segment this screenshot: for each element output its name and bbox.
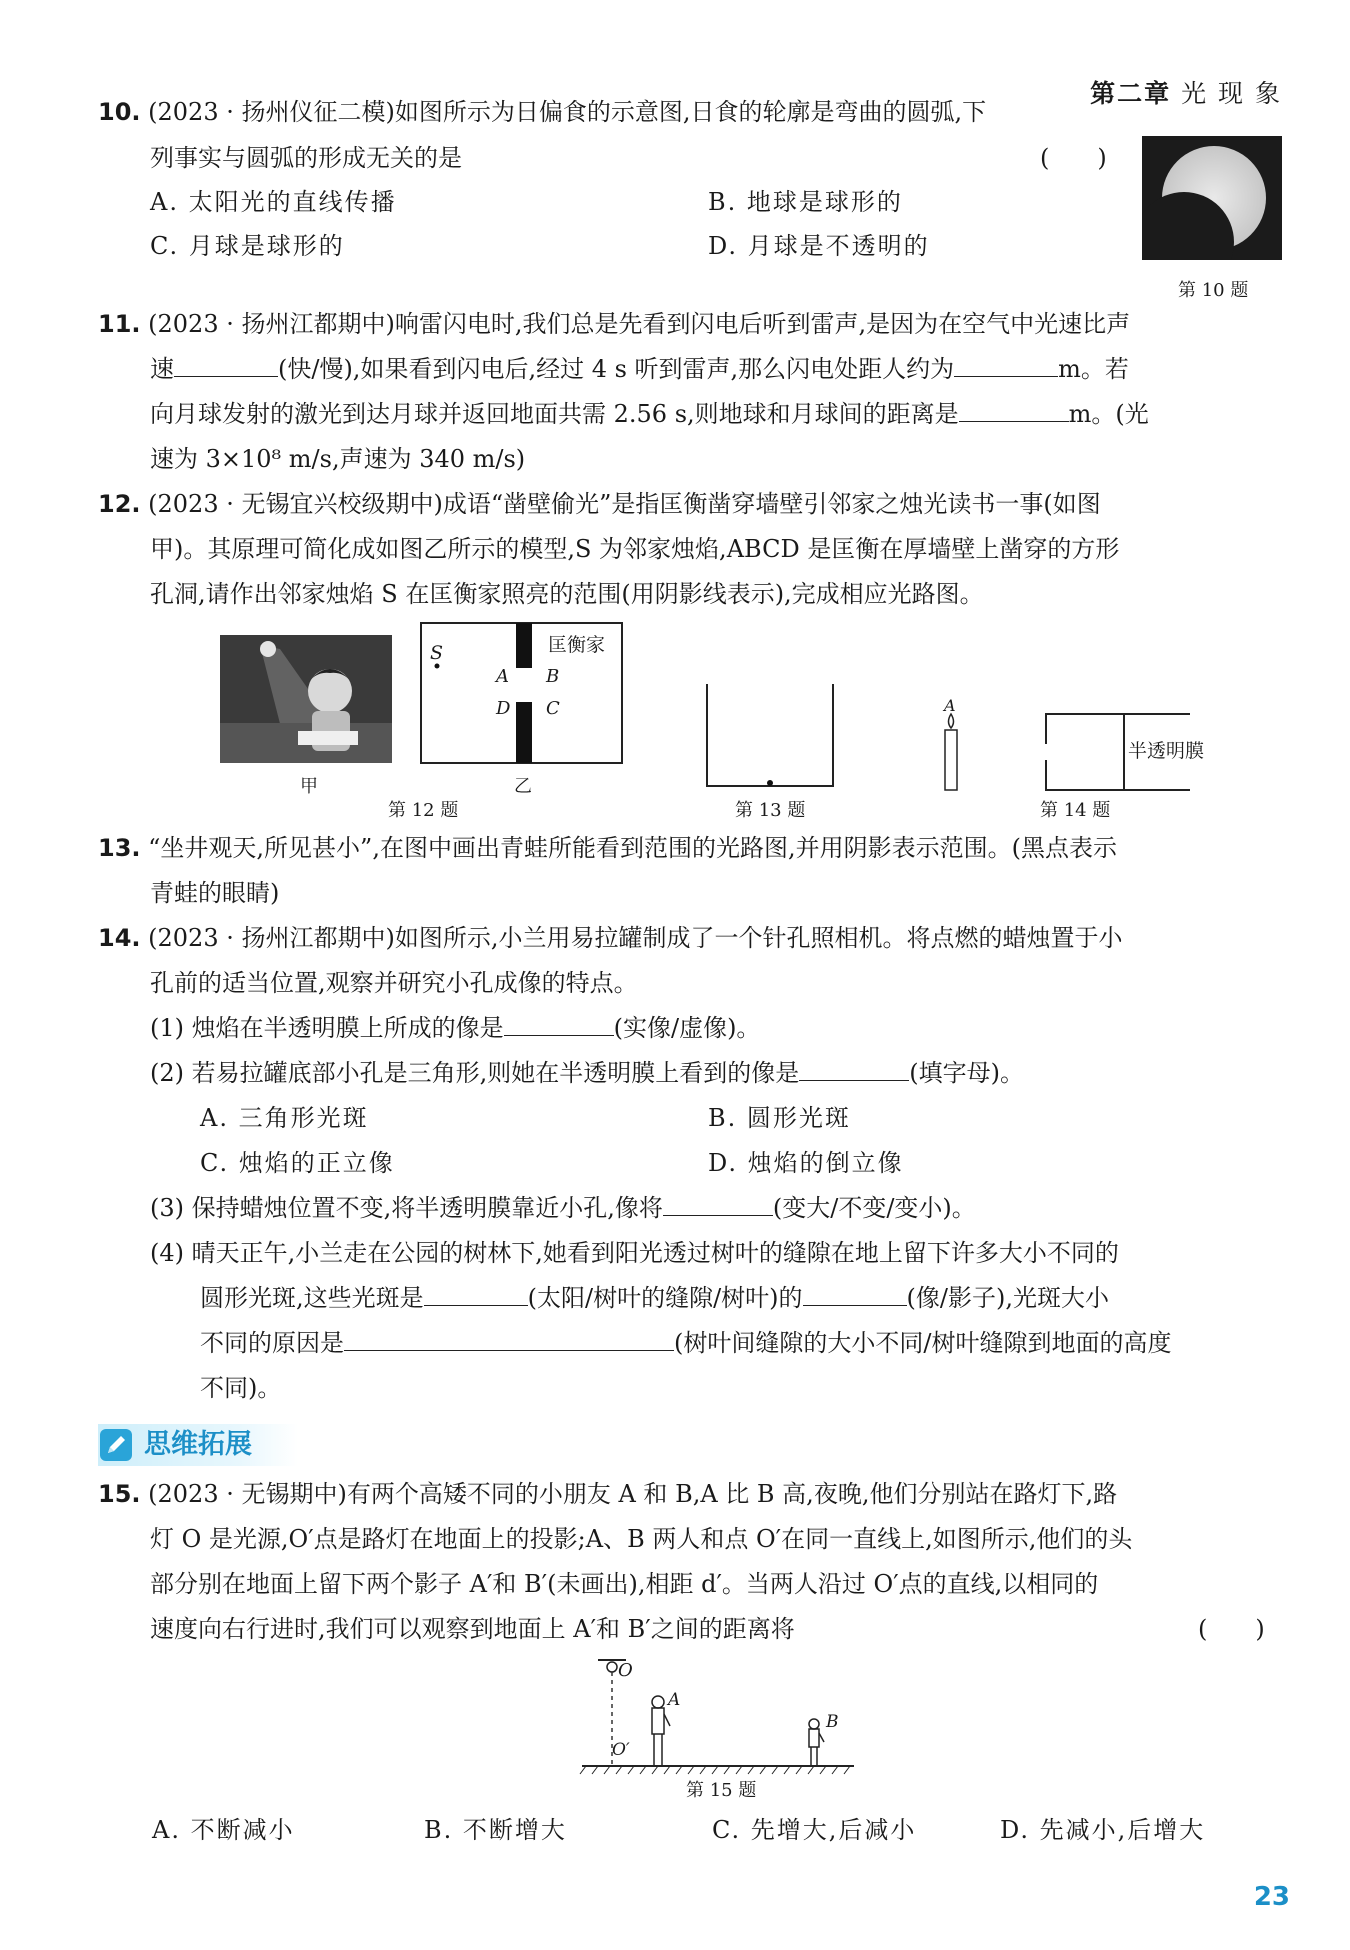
candle-flame: [949, 714, 954, 728]
q15-caption: 第 15 题: [686, 1780, 757, 1801]
candle-flame-point-s: [435, 664, 440, 669]
chapter-number: 第二章: [1090, 79, 1172, 108]
q12-fig-jia-illustration: [220, 635, 392, 763]
q11-number: 11.: [98, 310, 141, 338]
q11-line2: [150, 347, 1129, 392]
study-scene-graphic: [220, 635, 392, 763]
q14-part4-line2: [200, 1276, 1109, 1321]
q15-label-o-prime: O′: [612, 1740, 630, 1760]
q10-caption: 第 10 题: [1178, 280, 1249, 301]
q14-label-film: 半透明膜: [1128, 740, 1205, 762]
ground-hatching: [580, 1766, 850, 1774]
q11-text-2a: 速: [150, 355, 174, 383]
q14-option-c: C. 烛焰的正立像: [200, 1149, 395, 1177]
q10-answer-paren: ( ): [1040, 144, 1107, 172]
q14-blank-1[interactable]: [504, 1034, 614, 1036]
q15-text-line4: 速度向右行进时,我们可以观察到地面上 A′和 B′之间的距离将: [150, 1615, 795, 1643]
q13-caption: 第 13 题: [735, 800, 806, 821]
q11-line1: [98, 302, 1130, 347]
q12-label-house: 匡衡家: [548, 634, 606, 656]
q14-option-a: A. 三角形光斑: [200, 1104, 369, 1132]
q15-option-d: D. 先减小,后增大: [1000, 1816, 1206, 1844]
q13-text-line1: “坐井观天,所见甚小”,在图中画出青蛙所能看到范围的光路图,并用阴影表示范围。(黑点表示: [148, 834, 1117, 862]
eclipse-graphic: [1142, 136, 1282, 260]
person-a-body: [652, 1708, 664, 1734]
q14-part2-hint: (填字母)。: [909, 1059, 1024, 1087]
q12-text-line1: (2023 · 无锡宜兴校级期中)成语“凿壁偷光”是指匡衡凿穿墙壁引邻家之烛光读书一事(如图: [148, 490, 1101, 518]
chapter-title: 光 现 象: [1181, 79, 1282, 108]
q12-number: 12.: [98, 490, 141, 518]
section-title: 思维拓展: [144, 1429, 252, 1460]
q11-text-2c: m。若: [1058, 355, 1129, 383]
q14-part4-line1: (4) 晴天正午,小兰走在公园的树林下,她看到阳光透过树叶的缝隙在地上留下许多大小不同的: [150, 1239, 1119, 1267]
person-b-body: [809, 1729, 819, 1747]
q11-text-line4: 速为 3×10⁸ m/s,声速为 340 m/s): [150, 445, 526, 473]
q14-option-d: D. 烛焰的倒立像: [708, 1149, 904, 1177]
q12-line1: [98, 482, 1101, 527]
q14-part4-line4: 不同)。: [200, 1374, 282, 1402]
page-number: 23: [1253, 1882, 1290, 1912]
q12-label-c: C: [546, 698, 560, 719]
candle-body: [945, 730, 957, 790]
q14-part4-text-a: 圆形光斑,这些光斑是: [200, 1284, 424, 1312]
q14-part4-text-e: (树叶间缝隙的大小不同/树叶缝隙到地面的高度: [674, 1329, 1172, 1357]
q12-label-d: D: [496, 698, 511, 719]
q11-text-3b: m。(光: [1068, 400, 1149, 428]
q15-label-o: O: [618, 1660, 633, 1681]
q10-option-a: A. 太阳光的直线传播: [150, 188, 397, 216]
q10-option-b: B. 地球是球形的: [708, 188, 903, 216]
q12-fig-yi-label: 乙: [514, 776, 532, 797]
q15-number: 15.: [98, 1480, 141, 1508]
q14-text-line1: (2023 · 扬州江都期中)如图所示,小兰用易拉罐制成了一个针孔照相机。将点燃的蜡烛置于小: [148, 924, 1123, 952]
q11-blank-1[interactable]: [174, 375, 278, 377]
q10-line1: [98, 90, 986, 135]
q15-option-b: B. 不断增大: [424, 1816, 567, 1844]
q11-blank-2[interactable]: [954, 375, 1058, 377]
q10-number: 10.: [98, 98, 141, 126]
q14-part4-text-b: (太阳/树叶的缝隙/树叶)的: [527, 1284, 803, 1312]
lamp-o: [607, 1662, 617, 1672]
q14-part4-line3: [200, 1321, 1171, 1366]
q14-part1-text: (1) 烛焰在半透明膜上所成的像是: [150, 1014, 504, 1042]
q14-part1: [150, 1006, 760, 1051]
frog-eye-dot: [767, 780, 773, 786]
q11-text-2b: (快/慢),如果看到闪电后,经过 4 s 听到雷声,那么闪电处距人约为: [278, 355, 955, 383]
q15-text-line2: 灯 O 是光源,O′点是路灯在地面上的投影;A、B 两人和点 O′在同一直线上,如图所示,他们的头: [150, 1525, 1133, 1553]
q12-label-a: A: [496, 666, 509, 687]
q10-text-line1: (2023 · 扬州仪征二模)如图所示为日偏食的示意图,日食的轮廓是弯曲的圆弧,下: [148, 98, 987, 126]
section-banner: [98, 1424, 298, 1466]
q15-option-c: C. 先增大,后减小: [712, 1816, 917, 1844]
q10-text-line2: 列事实与圆弧的形成无关的是: [150, 144, 462, 172]
q14-part3-hint: (变大/不变/变小)。: [772, 1194, 976, 1222]
q13-text-line2: 青蛙的眼睛): [150, 879, 280, 907]
q12-text-line3: 孔洞,请作出邻家烛焰 S 在匡衡家照亮的范围(用阴影线表示),完成相应光路图。: [150, 580, 984, 608]
q15-label-a: A: [668, 1690, 681, 1710]
can-lower-outline: [1046, 760, 1190, 790]
q14-text-line2: 孔前的适当位置,观察并研究小孔成像的特点。: [150, 969, 638, 997]
q12-text-line2: 甲)。其原理可简化成如图乙所示的模型,S 为邻家烛焰,ABCD 是匡衡在厚墙壁上凿穿的方形: [150, 535, 1120, 563]
q14-part4-text-d: 不同的原因是: [200, 1329, 344, 1357]
wall-lower: [516, 702, 532, 763]
q14-blank-4[interactable]: [424, 1304, 528, 1306]
q14-blank-3[interactable]: [663, 1214, 773, 1216]
q14-blank-6[interactable]: [344, 1349, 674, 1351]
q14-part4-text-c: (像/影子),光斑大小: [906, 1284, 1109, 1312]
q11-line3: [150, 392, 1149, 437]
q11-blank-3[interactable]: [959, 420, 1069, 422]
q13-well-diagram: [705, 684, 835, 790]
q11-text-3a: 向月球发射的激光到达月球并返回地面共需 2.56 s,则地球和月球间的距离是: [150, 400, 959, 428]
q14-blank-2[interactable]: [799, 1079, 909, 1081]
q12-label-s: S: [430, 642, 444, 664]
q10-eclipse-photo: [1142, 136, 1282, 260]
q14-line1: [98, 916, 1122, 961]
q14-part2: [150, 1051, 1024, 1096]
q12-caption: 第 12 题: [388, 800, 459, 821]
pencil-icon: [100, 1429, 132, 1461]
q12-fig-jia-label: 甲: [300, 776, 318, 797]
pencil-icon-graphic: [100, 1429, 132, 1461]
wall-upper: [516, 623, 532, 668]
q15-answer-paren: ( ): [1198, 1615, 1265, 1643]
q14-part3-text: (3) 保持蜡烛位置不变,将半透明膜靠近小孔,像将: [150, 1194, 663, 1222]
chapter-header: [1090, 74, 1282, 110]
q14-label-a: A: [944, 696, 956, 715]
q13-number: 13.: [98, 834, 141, 862]
q14-caption: 第 14 题: [1040, 800, 1111, 821]
q15-label-b: B: [826, 1712, 839, 1732]
q10-option-d: D. 月球是不透明的: [708, 232, 930, 260]
q15-option-a: A. 不断减小: [152, 1816, 295, 1844]
q14-number: 14.: [98, 924, 141, 952]
q14-part3: [150, 1186, 976, 1231]
q15-text-line1: (2023 · 无锡期中)有两个高矮不同的小朋友 A 和 B,A 比 B 高,夜晚,他们分别站在路灯下,路: [148, 1480, 1118, 1508]
q11-text-line1: (2023 · 扬州江都期中)响雷闪电时,我们总是先看到闪电后听到雷声,是因为在空气中光速比声: [148, 310, 1131, 338]
q13-line1: [98, 826, 1117, 871]
person-a-head: [652, 1696, 664, 1708]
q10-option-c: C. 月球是球形的: [150, 232, 345, 260]
q14-option-b: B. 圆形光斑: [708, 1104, 851, 1132]
q14-blank-5[interactable]: [803, 1304, 907, 1306]
well-walls: [707, 684, 833, 786]
person-b-head: [809, 1719, 819, 1729]
q14-part1-hint: (实像/虚像)。: [613, 1014, 761, 1042]
q12-label-b: B: [546, 666, 560, 687]
q15-line1: [98, 1472, 1117, 1517]
q15-text-line3: 部分别在地面上留下两个影子 A′和 B′(未画出),相距 d′。当两人沿过 O′点的直线,以相同的: [150, 1570, 1099, 1598]
q14-part2-text: (2) 若易拉罐底部小孔是三角形,则她在半透明膜上看到的像是: [150, 1059, 800, 1087]
